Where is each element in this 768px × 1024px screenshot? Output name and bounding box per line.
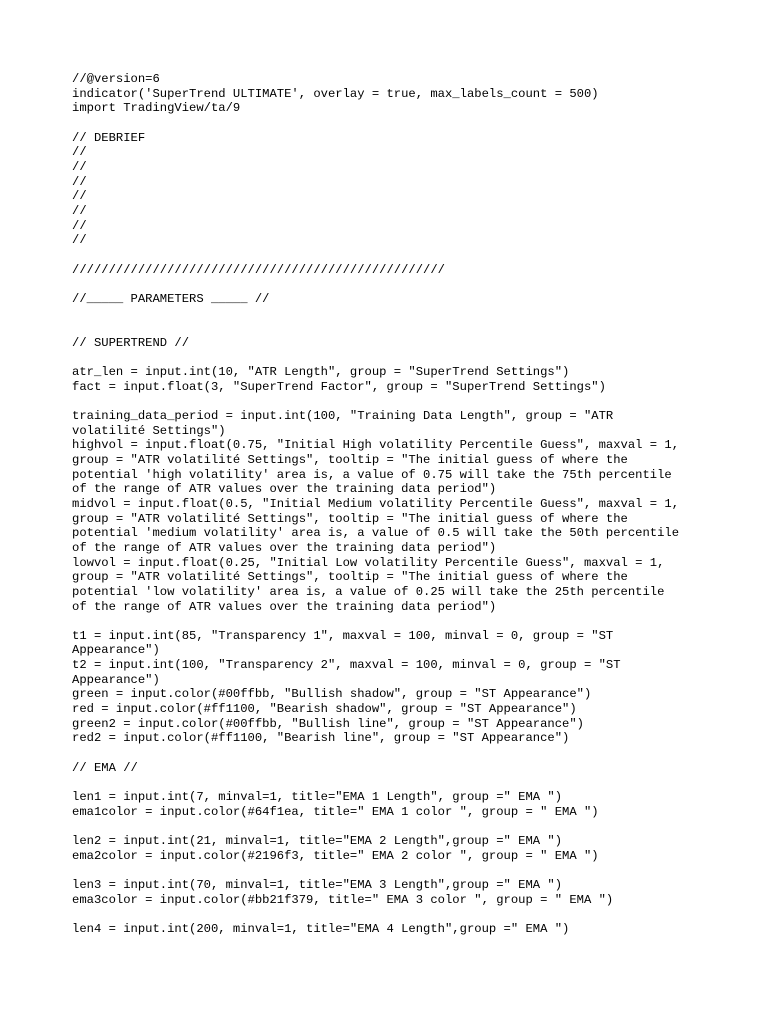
code-line: [72, 746, 732, 761]
code-line: group = "ATR volatilité Settings", tooltip = "The initial guess of where the: [72, 511, 628, 526]
code-line: //: [72, 174, 87, 189]
code-line: [72, 863, 732, 878]
code-line: indicator('SuperTrend ULTIMATE', overlay = true, max_labels_count = 500): [72, 86, 599, 101]
code-line: [72, 775, 732, 790]
code-line: volatilité Settings"): [72, 423, 226, 438]
code-line: ///////////////////////////////////////////////////: [72, 262, 445, 277]
code-line: red2 = input.color(#ff1100, "Bearish line", group = "ST Appearance"): [72, 731, 570, 746]
code-line: // EMA //: [72, 760, 138, 775]
code-line: //: [72, 218, 87, 233]
code-line: highvol = input.float(0.75, "Initial High volatility Percentile Guess", maxval = 1,: [72, 438, 680, 453]
code-line: // SUPERTREND //: [72, 335, 190, 350]
code-line: potential 'high volatility' area is, a value of 0.75 will take the 75th percentile: [72, 467, 672, 482]
code-line: [72, 248, 732, 263]
code-line: [72, 350, 732, 365]
code-line: [72, 907, 732, 922]
code-line: //: [72, 145, 87, 160]
code-line: group = "ATR volatilité Settings", tooltip = "The initial guess of where the: [72, 452, 628, 467]
code-line: green = input.color(#00ffbb, "Bullish shadow", group = "ST Appearance"): [72, 687, 592, 702]
code-line: [72, 116, 732, 131]
code-line: //@version=6: [72, 72, 160, 86]
code-line: Appearance"): [72, 643, 160, 658]
code-line: len4 = input.int(200, minval=1, title="EMA 4 Length",group =" EMA "): [72, 921, 570, 936]
code-line: //: [72, 189, 87, 204]
code-line: red = input.color(#ff1100, "Bearish shadow", group = "ST Appearance"): [72, 702, 577, 717]
code-line: [72, 277, 732, 292]
code-line: t2 = input.int(100, "Transparency 2", maxval = 100, minval = 0, group = "ST: [72, 658, 621, 673]
code-line: //: [72, 233, 87, 248]
code-line: len1 = input.int(7, minval=1, title="EMA 1 Length", group =" EMA "): [72, 790, 563, 804]
code-line: training_data_period = input.int(100, "Training Data Length", group = "ATR: [72, 408, 614, 423]
code-line: fact = input.float(3, "SuperTrend Factor", group = "SuperTrend Settings"): [72, 379, 606, 394]
code-line: len3 = input.int(70, minval=1, title="EMA 3 Length",group =" EMA "): [72, 877, 563, 892]
code-line: import TradingView/ta/9: [72, 101, 241, 116]
code-line: //_____ PARAMETERS _____ //: [72, 291, 270, 306]
code-line: ema2color = input.color(#2196f3, title=" EMA 2 color ", group = " EMA "): [72, 848, 599, 863]
code-line: of the range of ATR values over the training data period"): [72, 599, 497, 614]
code-line: [72, 819, 732, 834]
code-line: group = "ATR volatilité Settings", tooltip = "The initial guess of where the: [72, 570, 628, 585]
code-line: green2 = input.color(#00ffbb, "Bullish line", group = "ST Appearance"): [72, 716, 584, 731]
code-document: [72, 72, 732, 937]
code-line: [72, 614, 732, 629]
code-line: [72, 321, 732, 336]
code-line: potential 'medium volatility' area is, a value of 0.5 will take the 50th percentile: [72, 526, 680, 541]
code-line: of the range of ATR values over the training data period"): [72, 540, 497, 555]
code-line: Appearance"): [72, 672, 160, 687]
code-line: ema1color = input.color(#64f1ea, title=" EMA 1 color ", group = " EMA "): [72, 804, 599, 819]
code-line: ema3color = input.color(#bb21f379, title=" EMA 3 color ", group = " EMA "): [72, 892, 614, 907]
code-line: len2 = input.int(21, minval=1, title="EMA 2 Length",group =" EMA "): [72, 833, 563, 848]
code-line: // DEBRIEF: [72, 130, 146, 145]
code-line: [72, 306, 732, 321]
code-line: //: [72, 203, 87, 218]
code-line: atr_len = input.int(10, "ATR Length", group = "SuperTrend Settings"): [72, 365, 570, 380]
code-line: of the range of ATR values over the training data period"): [72, 482, 497, 497]
code-line: t1 = input.int(85, "Transparency 1", maxval = 100, minval = 0, group = "ST: [72, 628, 614, 643]
code-line: //: [72, 159, 87, 174]
code-line: midvol = input.float(0.5, "Initial Medium volatility Percentile Guess", maxval = 1,: [72, 496, 680, 511]
code-line: potential 'low volatility' area is, a value of 0.25 will take the 25th percentile: [72, 584, 665, 599]
code-line: [72, 394, 732, 409]
code-line: lowvol = input.float(0.25, "Initial Low volatility Percentile Guess", maxval = 1,: [72, 555, 665, 570]
